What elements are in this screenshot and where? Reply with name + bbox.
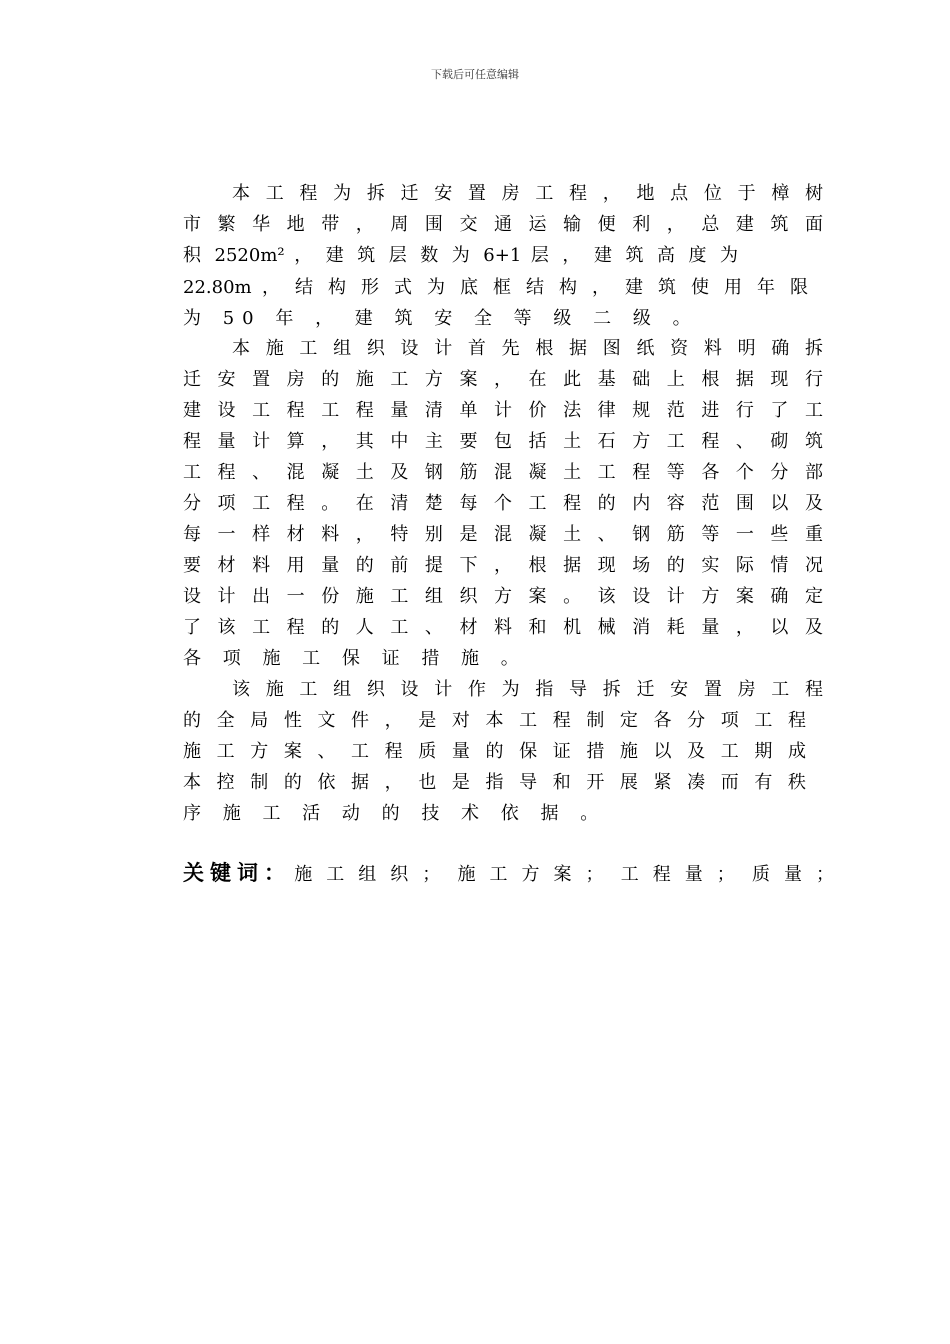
paragraph-2-line-3: 建 设 工 程 工 程 量 清 单 计 价 法 律 规 范 进 行 了 工 <box>183 400 823 421</box>
paragraph-2-line-5: 工 程 、 混 凝 土 及 钢 筋 混 凝 土 工 程 等 各 个 分 部 <box>183 462 823 483</box>
paragraph-1-line-1: 本 工 程 为 拆 迁 安 置 房 工 程 ， 地 点 位 于 樟 树 <box>232 183 823 204</box>
paragraph-2-line-1: 本 施 工 组 织 设 计 首 先 根 据 图 纸 资 料 明 确 拆 <box>232 338 823 359</box>
paragraph-2-line-10: 了 该 工 程 的 人 工 、 材 料 和 机 械 消 耗 量 ， 以 及 <box>183 617 823 638</box>
paragraph-3-line-3: 施 工 方 案 、 工 程 质 量 的 保 证 措 施 以 及 工 期 成 <box>183 741 806 762</box>
keywords-label: 关键词： <box>183 861 291 885</box>
keyword-item: 施工组织； <box>294 864 455 885</box>
paragraph-2-line-8: 要 材 料 用 量 的 前 提 下 ， 根 据 现 场 的 实 际 情 况 <box>183 555 823 576</box>
keyword-item: 质量； <box>752 864 848 885</box>
paragraph-2-line-4: 程 量 计 算 ， 其 中 主 要 包 括 土 石 方 工 程 、 砌 筑 <box>183 431 823 452</box>
paragraph-2-line-9: 设 计 出 一 份 施 工 组 织 方 案 。 该 设 计 方 案 确 定 <box>183 586 823 607</box>
paragraph-3-line-2: 的 全 局 性 文 件 ， 是 对 本 工 程 制 定 各 分 项 工 程 <box>183 710 806 731</box>
paragraph-2-line-7: 每 一 样 材 料 ， 特 别 是 混 凝 土 、 钢 筋 等 一 些 重 <box>183 524 823 545</box>
paragraph-1-line-5: 为 50 年 ， 建 筑 安 全 等 级 二 级 。 <box>183 308 699 329</box>
header-note: 下载后可任意编辑 <box>431 68 519 81</box>
keyword-item: 施工方案； <box>457 864 618 885</box>
paragraph-1-line-3: 积 2520m² ， 建 筑 层 数 为 6+1 层 ， 建 筑 高 度 为 <box>183 245 738 266</box>
paragraph-1-line-2: 市 繁 华 地 带 ， 周 围 交 通 运 输 便 利 ， 总 建 筑 面 <box>183 214 823 235</box>
paragraph-2-line-2: 迁 安 置 房 的 施 工 方 案 ， 在 此 基 础 上 根 据 现 行 <box>183 369 823 390</box>
paragraph-2-line-11: 各 项 施 工 保 证 措 施 。 <box>183 648 527 669</box>
paragraph-3-line-1: 该 施 工 组 织 设 计 作 为 指 导 拆 迁 安 置 房 工 程 <box>232 679 823 700</box>
paragraph-3-line-5: 序 施 工 活 动 的 技 术 依 据 。 <box>183 803 607 824</box>
keywords-line <box>183 858 848 888</box>
paragraph-1-line-4: 22.80m ， 结 构 形 式 为 底 框 结 构 ， 建 筑 使 用 年 限 <box>183 277 808 298</box>
paragraph-2-line-6: 分 项 工 程 。 在 清 楚 每 个 工 程 的 内 容 范 围 以 及 <box>183 493 823 514</box>
paragraph-3-line-4: 本 控 制 的 依 据 ， 也 是 指 导 和 开 展 紧 凑 而 有 秩 <box>183 772 806 793</box>
keyword-item: 工程量； <box>620 864 749 885</box>
